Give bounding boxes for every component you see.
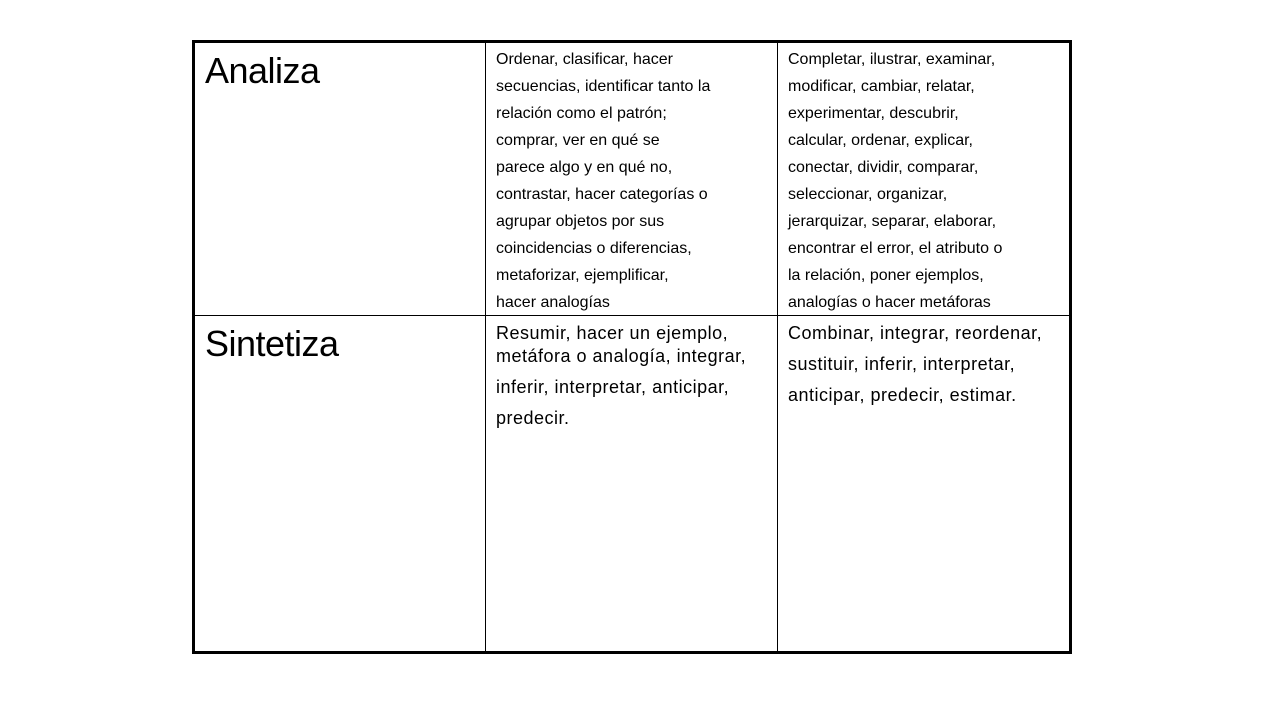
list-item: Resumir, hacer un ejemplo, metáfora o analogía, integrar,: [496, 323, 747, 366]
list-item: coincidencias o diferencias,: [496, 240, 692, 257]
analiza-descriptions: [486, 43, 777, 316]
list-item: la relación, poner ejemplos,: [788, 267, 984, 284]
list-item: seleccionar, organizar,: [788, 186, 948, 203]
list-item: Ordenar, clasificar, hacer: [496, 51, 673, 68]
list-item: sustituir, inferir, interpretar,: [788, 354, 1016, 374]
skills-table: [192, 40, 1072, 654]
list-item: predecir.: [496, 408, 570, 428]
list-item: encontrar el error, el atributo o: [788, 240, 1003, 257]
list-item: Completar, ilustrar, examinar,: [788, 51, 996, 68]
row-heading-sintetiza: Sintetiza: [205, 323, 339, 364]
list-item: contrastar, hacer categorías o: [496, 186, 708, 203]
list-item: inferir, interpretar, anticipar,: [496, 377, 730, 397]
sintetiza-activities: [778, 316, 1069, 407]
sintetiza-descriptions: [486, 316, 777, 430]
list-item: modificar, cambiar, relatar,: [788, 78, 975, 95]
list-item: relación como el patrón;: [496, 105, 667, 122]
list-item: metaforizar, ejemplificar,: [496, 267, 669, 284]
sintetiza-activities-cell: [778, 316, 1069, 651]
analiza-activities-cell: [778, 43, 1069, 316]
sintetiza-descriptions-cell: [486, 316, 778, 651]
list-item: experimentar, descubrir,: [788, 105, 959, 122]
list-item: jerarquizar, separar, elaborar,: [788, 213, 997, 230]
list-item: hacer analogías: [496, 294, 610, 311]
list-item: parece algo y en qué no,: [496, 159, 673, 176]
list-item: secuencias, identificar tanto la: [496, 78, 711, 95]
list-item: comprar, ver en qué se: [496, 132, 660, 149]
list-item: calcular, ordenar, explicar,: [788, 132, 973, 149]
list-item: Combinar, integrar, reordenar,: [788, 323, 1043, 343]
analiza-activities: [778, 43, 1069, 316]
list-item: agrupar objetos por sus: [496, 213, 665, 230]
list-item: conectar, dividir, comparar,: [788, 159, 979, 176]
row-heading-analiza: Analiza: [205, 50, 320, 91]
row-heading-cell: [195, 43, 486, 316]
list-item: anticipar, predecir, estimar.: [788, 385, 1017, 405]
row-heading-cell: [195, 316, 486, 651]
analiza-descriptions-cell: [486, 43, 778, 316]
list-item: analogías o hacer metáforas: [788, 294, 991, 311]
